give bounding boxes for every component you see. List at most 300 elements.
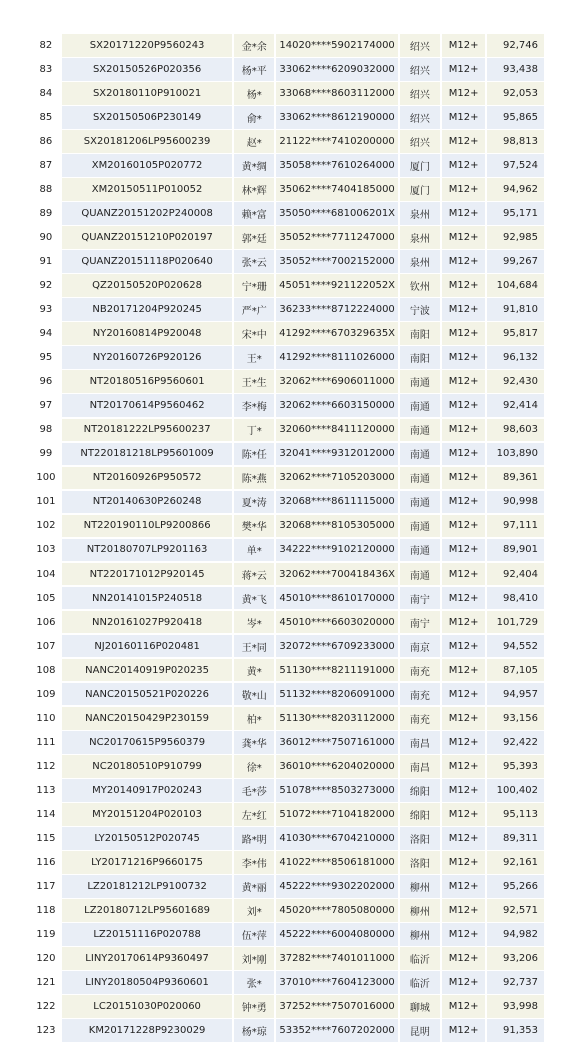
debtor-name: 毛*莎 bbox=[234, 779, 274, 802]
amount: 95,113 bbox=[487, 803, 544, 826]
overdue-tier: M12+ bbox=[442, 851, 486, 874]
id-number: 36233****8712224000 bbox=[276, 298, 398, 321]
amount: 95,865 bbox=[487, 106, 544, 129]
id-number: 37252****7507016000 bbox=[276, 995, 398, 1018]
case-code: NT220190110LP9200866 bbox=[62, 515, 233, 538]
debtor-name: 俞* bbox=[234, 106, 274, 129]
id-number: 45020****7805080000 bbox=[276, 899, 398, 922]
debtor-name: 伍*萍 bbox=[234, 923, 274, 946]
overdue-tier: M12+ bbox=[442, 467, 486, 490]
row-number: 99 bbox=[32, 443, 60, 466]
city: 聊城 bbox=[400, 995, 440, 1018]
id-number: 32068****8611115000 bbox=[276, 491, 398, 514]
row-number: 113 bbox=[32, 779, 60, 802]
case-code: LZ20180712LP95601689 bbox=[62, 899, 233, 922]
debtor-name: 宁*珊 bbox=[234, 274, 274, 297]
amount: 96,132 bbox=[487, 346, 544, 369]
id-number: 35062****7404185000 bbox=[276, 178, 398, 201]
overdue-tier: M12+ bbox=[442, 178, 486, 201]
debtor-name: 徐* bbox=[234, 755, 274, 778]
case-code: KM20171228P9230029 bbox=[62, 1019, 233, 1042]
id-number: 45010****6603020000 bbox=[276, 611, 398, 634]
case-code: LINY20170614P9360497 bbox=[62, 947, 233, 970]
case-code: NANC20150429P230159 bbox=[62, 707, 233, 730]
city: 泉州 bbox=[400, 202, 440, 225]
overdue-tier: M12+ bbox=[442, 755, 486, 778]
id-number: 41292****8111026000 bbox=[276, 346, 398, 369]
row-number: 122 bbox=[32, 995, 60, 1018]
debtor-name: 敬*山 bbox=[234, 683, 274, 706]
row-number: 89 bbox=[32, 202, 60, 225]
overdue-tier: M12+ bbox=[442, 250, 486, 273]
table-row bbox=[32, 731, 544, 754]
debtor-name: 陈*燕 bbox=[234, 467, 274, 490]
case-code: NANC20150521P020226 bbox=[62, 683, 233, 706]
case-code: NJ20160116P020481 bbox=[62, 635, 233, 658]
row-number: 90 bbox=[32, 226, 60, 249]
id-number: 33062****8612190000 bbox=[276, 106, 398, 129]
table-row bbox=[32, 587, 544, 610]
case-code: SX20171220P9560243 bbox=[62, 34, 233, 57]
case-code: NT20160926P950572 bbox=[62, 467, 233, 490]
amount: 92,737 bbox=[487, 971, 544, 994]
city: 临沂 bbox=[400, 971, 440, 994]
case-code: NT220171012P920145 bbox=[62, 563, 233, 586]
amount: 95,171 bbox=[487, 202, 544, 225]
id-number: 51130****8203112000 bbox=[276, 707, 398, 730]
amount: 95,393 bbox=[487, 755, 544, 778]
debtor-name: 钟*勇 bbox=[234, 995, 274, 1018]
row-number: 97 bbox=[32, 394, 60, 417]
table-row bbox=[32, 611, 544, 634]
city: 厦门 bbox=[400, 178, 440, 201]
amount: 100,402 bbox=[487, 779, 544, 802]
amount: 99,267 bbox=[487, 250, 544, 273]
case-code: SX20150506P230149 bbox=[62, 106, 233, 129]
overdue-tier: M12+ bbox=[442, 995, 486, 1018]
case-code: QZ20150520P020628 bbox=[62, 274, 233, 297]
overdue-tier: M12+ bbox=[442, 971, 486, 994]
debtor-name: 陈*任 bbox=[234, 443, 274, 466]
row-number: 112 bbox=[32, 755, 60, 778]
row-number: 85 bbox=[32, 106, 60, 129]
case-code: NC20180510P910799 bbox=[62, 755, 233, 778]
amount: 97,111 bbox=[487, 515, 544, 538]
amount: 89,901 bbox=[487, 539, 544, 562]
overdue-tier: M12+ bbox=[442, 1019, 486, 1042]
case-code: XM20150511P010052 bbox=[62, 178, 233, 201]
id-number: 37010****7604123000 bbox=[276, 971, 398, 994]
row-number: 120 bbox=[32, 947, 60, 970]
case-code: LINY20180504P9360601 bbox=[62, 971, 233, 994]
city: 南通 bbox=[400, 443, 440, 466]
id-number: 51072****7104182000 bbox=[276, 803, 398, 826]
row-number: 119 bbox=[32, 923, 60, 946]
amount: 89,311 bbox=[487, 827, 544, 850]
overdue-tier: M12+ bbox=[442, 82, 486, 105]
overdue-tier: M12+ bbox=[442, 226, 486, 249]
row-number: 123 bbox=[32, 1019, 60, 1042]
case-code: XM20160105P020772 bbox=[62, 154, 233, 177]
amount: 98,603 bbox=[487, 419, 544, 442]
debtor-name: 岑* bbox=[234, 611, 274, 634]
city: 南阳 bbox=[400, 346, 440, 369]
city: 南通 bbox=[400, 370, 440, 393]
case-code: LZ20181212LP9100732 bbox=[62, 875, 233, 898]
debtor-name: 刘*刚 bbox=[234, 947, 274, 970]
id-number: 35050****681006201X bbox=[276, 202, 398, 225]
table-row bbox=[32, 394, 544, 417]
city: 柳州 bbox=[400, 899, 440, 922]
case-code: QUANZ20151210P020197 bbox=[62, 226, 233, 249]
row-number: 95 bbox=[32, 346, 60, 369]
table-row bbox=[32, 226, 544, 249]
id-number: 41030****6704210000 bbox=[276, 827, 398, 850]
table-row bbox=[32, 923, 544, 946]
overdue-tier: M12+ bbox=[442, 875, 486, 898]
table-row bbox=[32, 154, 544, 177]
row-number: 83 bbox=[32, 58, 60, 81]
table-row bbox=[32, 178, 544, 201]
case-code: LC20151030P020060 bbox=[62, 995, 233, 1018]
amount: 92,430 bbox=[487, 370, 544, 393]
city: 绍兴 bbox=[400, 130, 440, 153]
overdue-tier: M12+ bbox=[442, 130, 486, 153]
city: 泉州 bbox=[400, 226, 440, 249]
table-row bbox=[32, 659, 544, 682]
debtor-name: 单* bbox=[234, 539, 274, 562]
row-number: 110 bbox=[32, 707, 60, 730]
table-row bbox=[32, 34, 544, 57]
case-code: NC20170615P9560379 bbox=[62, 731, 233, 754]
row-number: 102 bbox=[32, 515, 60, 538]
table-row bbox=[32, 298, 544, 321]
table-row bbox=[32, 683, 544, 706]
id-number: 33062****6209032000 bbox=[276, 58, 398, 81]
case-code: NT220181218LP95601009 bbox=[62, 443, 233, 466]
row-number: 107 bbox=[32, 635, 60, 658]
table-row bbox=[32, 707, 544, 730]
id-number: 41022****8506181000 bbox=[276, 851, 398, 874]
row-number: 86 bbox=[32, 130, 60, 153]
city: 南通 bbox=[400, 515, 440, 538]
debtor-name: 郭*廷 bbox=[234, 226, 274, 249]
table-row bbox=[32, 274, 544, 297]
overdue-tier: M12+ bbox=[442, 707, 486, 730]
debtor-name: 张*云 bbox=[234, 250, 274, 273]
debtor-name: 金*余 bbox=[234, 34, 274, 57]
debtor-name: 王*生 bbox=[234, 370, 274, 393]
debtor-name: 黄*绸 bbox=[234, 154, 274, 177]
city: 洛阳 bbox=[400, 851, 440, 874]
row-number: 94 bbox=[32, 322, 60, 345]
overdue-tier: M12+ bbox=[442, 106, 486, 129]
city: 南通 bbox=[400, 394, 440, 417]
table-row bbox=[32, 515, 544, 538]
table-row bbox=[32, 202, 544, 225]
debtor-name: 赖*富 bbox=[234, 202, 274, 225]
amount: 92,404 bbox=[487, 563, 544, 586]
overdue-tier: M12+ bbox=[442, 274, 486, 297]
table-row bbox=[32, 539, 544, 562]
debtor-name: 宋*中 bbox=[234, 322, 274, 345]
id-number: 41292****670329635X bbox=[276, 322, 398, 345]
debtor-name: 赵* bbox=[234, 130, 274, 153]
row-number: 96 bbox=[32, 370, 60, 393]
case-code: NN20161027P920418 bbox=[62, 611, 233, 634]
row-number: 103 bbox=[32, 539, 60, 562]
city: 柳州 bbox=[400, 923, 440, 946]
city: 绍兴 bbox=[400, 82, 440, 105]
table-row bbox=[32, 58, 544, 81]
row-number: 91 bbox=[32, 250, 60, 273]
amount: 93,998 bbox=[487, 995, 544, 1018]
row-number: 118 bbox=[32, 899, 60, 922]
id-number: 36012****7507161000 bbox=[276, 731, 398, 754]
case-code: NANC20140919P020235 bbox=[62, 659, 233, 682]
row-number: 108 bbox=[32, 659, 60, 682]
debtor-name: 龚*华 bbox=[234, 731, 274, 754]
row-number: 115 bbox=[32, 827, 60, 850]
city: 临沂 bbox=[400, 947, 440, 970]
debtor-name: 黄*飞 bbox=[234, 587, 274, 610]
case-code: QUANZ20151202P240008 bbox=[62, 202, 233, 225]
city: 南通 bbox=[400, 467, 440, 490]
overdue-tier: M12+ bbox=[442, 298, 486, 321]
city: 绍兴 bbox=[400, 106, 440, 129]
table-row bbox=[32, 755, 544, 778]
city: 绍兴 bbox=[400, 34, 440, 57]
id-number: 35058****7610264000 bbox=[276, 154, 398, 177]
amount: 95,817 bbox=[487, 322, 544, 345]
debtor-name: 樊*华 bbox=[234, 515, 274, 538]
overdue-tier: M12+ bbox=[442, 346, 486, 369]
city: 南京 bbox=[400, 635, 440, 658]
city: 绍兴 bbox=[400, 58, 440, 81]
case-code: NT20180516P9560601 bbox=[62, 370, 233, 393]
table-row bbox=[32, 563, 544, 586]
table-row bbox=[32, 106, 544, 129]
amount: 92,161 bbox=[487, 851, 544, 874]
row-number: 111 bbox=[32, 731, 60, 754]
id-number: 32068****8105305000 bbox=[276, 515, 398, 538]
table-row bbox=[32, 370, 544, 393]
city: 南充 bbox=[400, 707, 440, 730]
table-row bbox=[32, 779, 544, 802]
city: 南充 bbox=[400, 659, 440, 682]
case-code: LY20150512P020745 bbox=[62, 827, 233, 850]
id-number: 37282****7401011000 bbox=[276, 947, 398, 970]
city: 钦州 bbox=[400, 274, 440, 297]
row-number: 88 bbox=[32, 178, 60, 201]
row-number: 105 bbox=[32, 587, 60, 610]
table-row bbox=[32, 851, 544, 874]
city: 宁波 bbox=[400, 298, 440, 321]
table-row bbox=[32, 947, 544, 970]
amount: 104,684 bbox=[487, 274, 544, 297]
debtor-name: 李*伟 bbox=[234, 851, 274, 874]
city: 南宁 bbox=[400, 611, 440, 634]
debtor-name: 柏* bbox=[234, 707, 274, 730]
amount: 101,729 bbox=[487, 611, 544, 634]
row-number: 92 bbox=[32, 274, 60, 297]
case-code: SX20180110P910021 bbox=[62, 82, 233, 105]
case-code: LZ20151116P020788 bbox=[62, 923, 233, 946]
amount: 98,813 bbox=[487, 130, 544, 153]
case-code: NY20160726P920126 bbox=[62, 346, 233, 369]
id-number: 32062****6603150000 bbox=[276, 394, 398, 417]
row-number: 114 bbox=[32, 803, 60, 826]
amount: 89,361 bbox=[487, 467, 544, 490]
case-code: QUANZ20151118P020640 bbox=[62, 250, 233, 273]
city: 南昌 bbox=[400, 755, 440, 778]
table-row bbox=[32, 467, 544, 490]
id-number: 53352****7607202000 bbox=[276, 1019, 398, 1042]
amount: 92,414 bbox=[487, 394, 544, 417]
amount: 97,524 bbox=[487, 154, 544, 177]
amount: 95,266 bbox=[487, 875, 544, 898]
debtor-name: 黄*丽 bbox=[234, 875, 274, 898]
overdue-tier: M12+ bbox=[442, 827, 486, 850]
table-row bbox=[32, 803, 544, 826]
city: 洛阳 bbox=[400, 827, 440, 850]
id-number: 35052****7711247000 bbox=[276, 226, 398, 249]
overdue-tier: M12+ bbox=[442, 322, 486, 345]
debtor-name: 刘* bbox=[234, 899, 274, 922]
id-number: 33068****8603112000 bbox=[276, 82, 398, 105]
amount: 91,353 bbox=[487, 1019, 544, 1042]
row-number: 98 bbox=[32, 419, 60, 442]
table-row bbox=[32, 346, 544, 369]
case-code: NY20160814P920048 bbox=[62, 322, 233, 345]
overdue-tier: M12+ bbox=[442, 563, 486, 586]
debtor-name: 杨*琼 bbox=[234, 1019, 274, 1042]
city: 柳州 bbox=[400, 875, 440, 898]
city: 泉州 bbox=[400, 250, 440, 273]
amount: 94,962 bbox=[487, 178, 544, 201]
row-number: 117 bbox=[32, 875, 60, 898]
city: 南通 bbox=[400, 419, 440, 442]
row-number: 121 bbox=[32, 971, 60, 994]
amount: 103,890 bbox=[487, 443, 544, 466]
amount: 94,957 bbox=[487, 683, 544, 706]
table-row bbox=[32, 995, 544, 1018]
id-number: 36010****6204020000 bbox=[276, 755, 398, 778]
debtor-table bbox=[32, 34, 544, 1043]
case-code: NB20171204P920245 bbox=[62, 298, 233, 321]
overdue-tier: M12+ bbox=[442, 779, 486, 802]
amount: 92,985 bbox=[487, 226, 544, 249]
overdue-tier: M12+ bbox=[442, 34, 486, 57]
table-row bbox=[32, 82, 544, 105]
debtor-name: 路*明 bbox=[234, 827, 274, 850]
id-number: 21122****7410200000 bbox=[276, 130, 398, 153]
city: 南阳 bbox=[400, 322, 440, 345]
overdue-tier: M12+ bbox=[442, 394, 486, 417]
table-row bbox=[32, 899, 544, 922]
city: 南通 bbox=[400, 563, 440, 586]
overdue-tier: M12+ bbox=[442, 419, 486, 442]
id-number: 32062****6906011000 bbox=[276, 370, 398, 393]
debtor-name: 王*同 bbox=[234, 635, 274, 658]
id-number: 45010****8610170000 bbox=[276, 587, 398, 610]
table-row bbox=[32, 875, 544, 898]
amount: 98,410 bbox=[487, 587, 544, 610]
overdue-tier: M12+ bbox=[442, 154, 486, 177]
amount: 92,746 bbox=[487, 34, 544, 57]
case-code: NN20141015P240518 bbox=[62, 587, 233, 610]
city: 南宁 bbox=[400, 587, 440, 610]
overdue-tier: M12+ bbox=[442, 202, 486, 225]
table-row bbox=[32, 971, 544, 994]
overdue-tier: M12+ bbox=[442, 635, 486, 658]
city: 南通 bbox=[400, 539, 440, 562]
city: 绵阳 bbox=[400, 803, 440, 826]
city: 昆明 bbox=[400, 1019, 440, 1042]
case-code: SX20150526P020356 bbox=[62, 58, 233, 81]
case-code: SX20181206LP95600239 bbox=[62, 130, 233, 153]
row-number: 87 bbox=[32, 154, 60, 177]
amount: 90,998 bbox=[487, 491, 544, 514]
debtor-name: 丁* bbox=[234, 419, 274, 442]
id-number: 45222****9302202000 bbox=[276, 875, 398, 898]
id-number: 35052****7002152000 bbox=[276, 250, 398, 273]
debtor-name: 黄* bbox=[234, 659, 274, 682]
debtor-name: 左*红 bbox=[234, 803, 274, 826]
id-number: 45051****921122052X bbox=[276, 274, 398, 297]
id-number: 51078****8503273000 bbox=[276, 779, 398, 802]
debtor-name: 王* bbox=[234, 346, 274, 369]
table-row bbox=[32, 322, 544, 345]
city: 南通 bbox=[400, 491, 440, 514]
table-row bbox=[32, 130, 544, 153]
case-code: NT20181222LP95600237 bbox=[62, 419, 233, 442]
id-number: 34222****9102120000 bbox=[276, 539, 398, 562]
case-code: LY20171216P9660175 bbox=[62, 851, 233, 874]
overdue-tier: M12+ bbox=[442, 683, 486, 706]
debtor-name: 杨*平 bbox=[234, 58, 274, 81]
amount: 93,206 bbox=[487, 947, 544, 970]
amount: 93,156 bbox=[487, 707, 544, 730]
overdue-tier: M12+ bbox=[442, 659, 486, 682]
table-row bbox=[32, 419, 544, 442]
id-number: 51132****8206091000 bbox=[276, 683, 398, 706]
city: 南昌 bbox=[400, 731, 440, 754]
overdue-tier: M12+ bbox=[442, 515, 486, 538]
overdue-tier: M12+ bbox=[442, 923, 486, 946]
overdue-tier: M12+ bbox=[442, 539, 486, 562]
debtor-name: 张* bbox=[234, 971, 274, 994]
table-row bbox=[32, 635, 544, 658]
amount: 93,438 bbox=[487, 58, 544, 81]
table-row bbox=[32, 827, 544, 850]
overdue-tier: M12+ bbox=[442, 899, 486, 922]
id-number: 51130****8211191000 bbox=[276, 659, 398, 682]
overdue-tier: M12+ bbox=[442, 611, 486, 634]
row-number: 116 bbox=[32, 851, 60, 874]
row-number: 84 bbox=[32, 82, 60, 105]
amount: 87,105 bbox=[487, 659, 544, 682]
city: 厦门 bbox=[400, 154, 440, 177]
overdue-tier: M12+ bbox=[442, 587, 486, 610]
table-row bbox=[32, 491, 544, 514]
overdue-tier: M12+ bbox=[442, 58, 486, 81]
overdue-tier: M12+ bbox=[442, 803, 486, 826]
id-number: 32041****9312012000 bbox=[276, 443, 398, 466]
table-row bbox=[32, 443, 544, 466]
amount: 94,552 bbox=[487, 635, 544, 658]
row-number: 82 bbox=[32, 34, 60, 57]
